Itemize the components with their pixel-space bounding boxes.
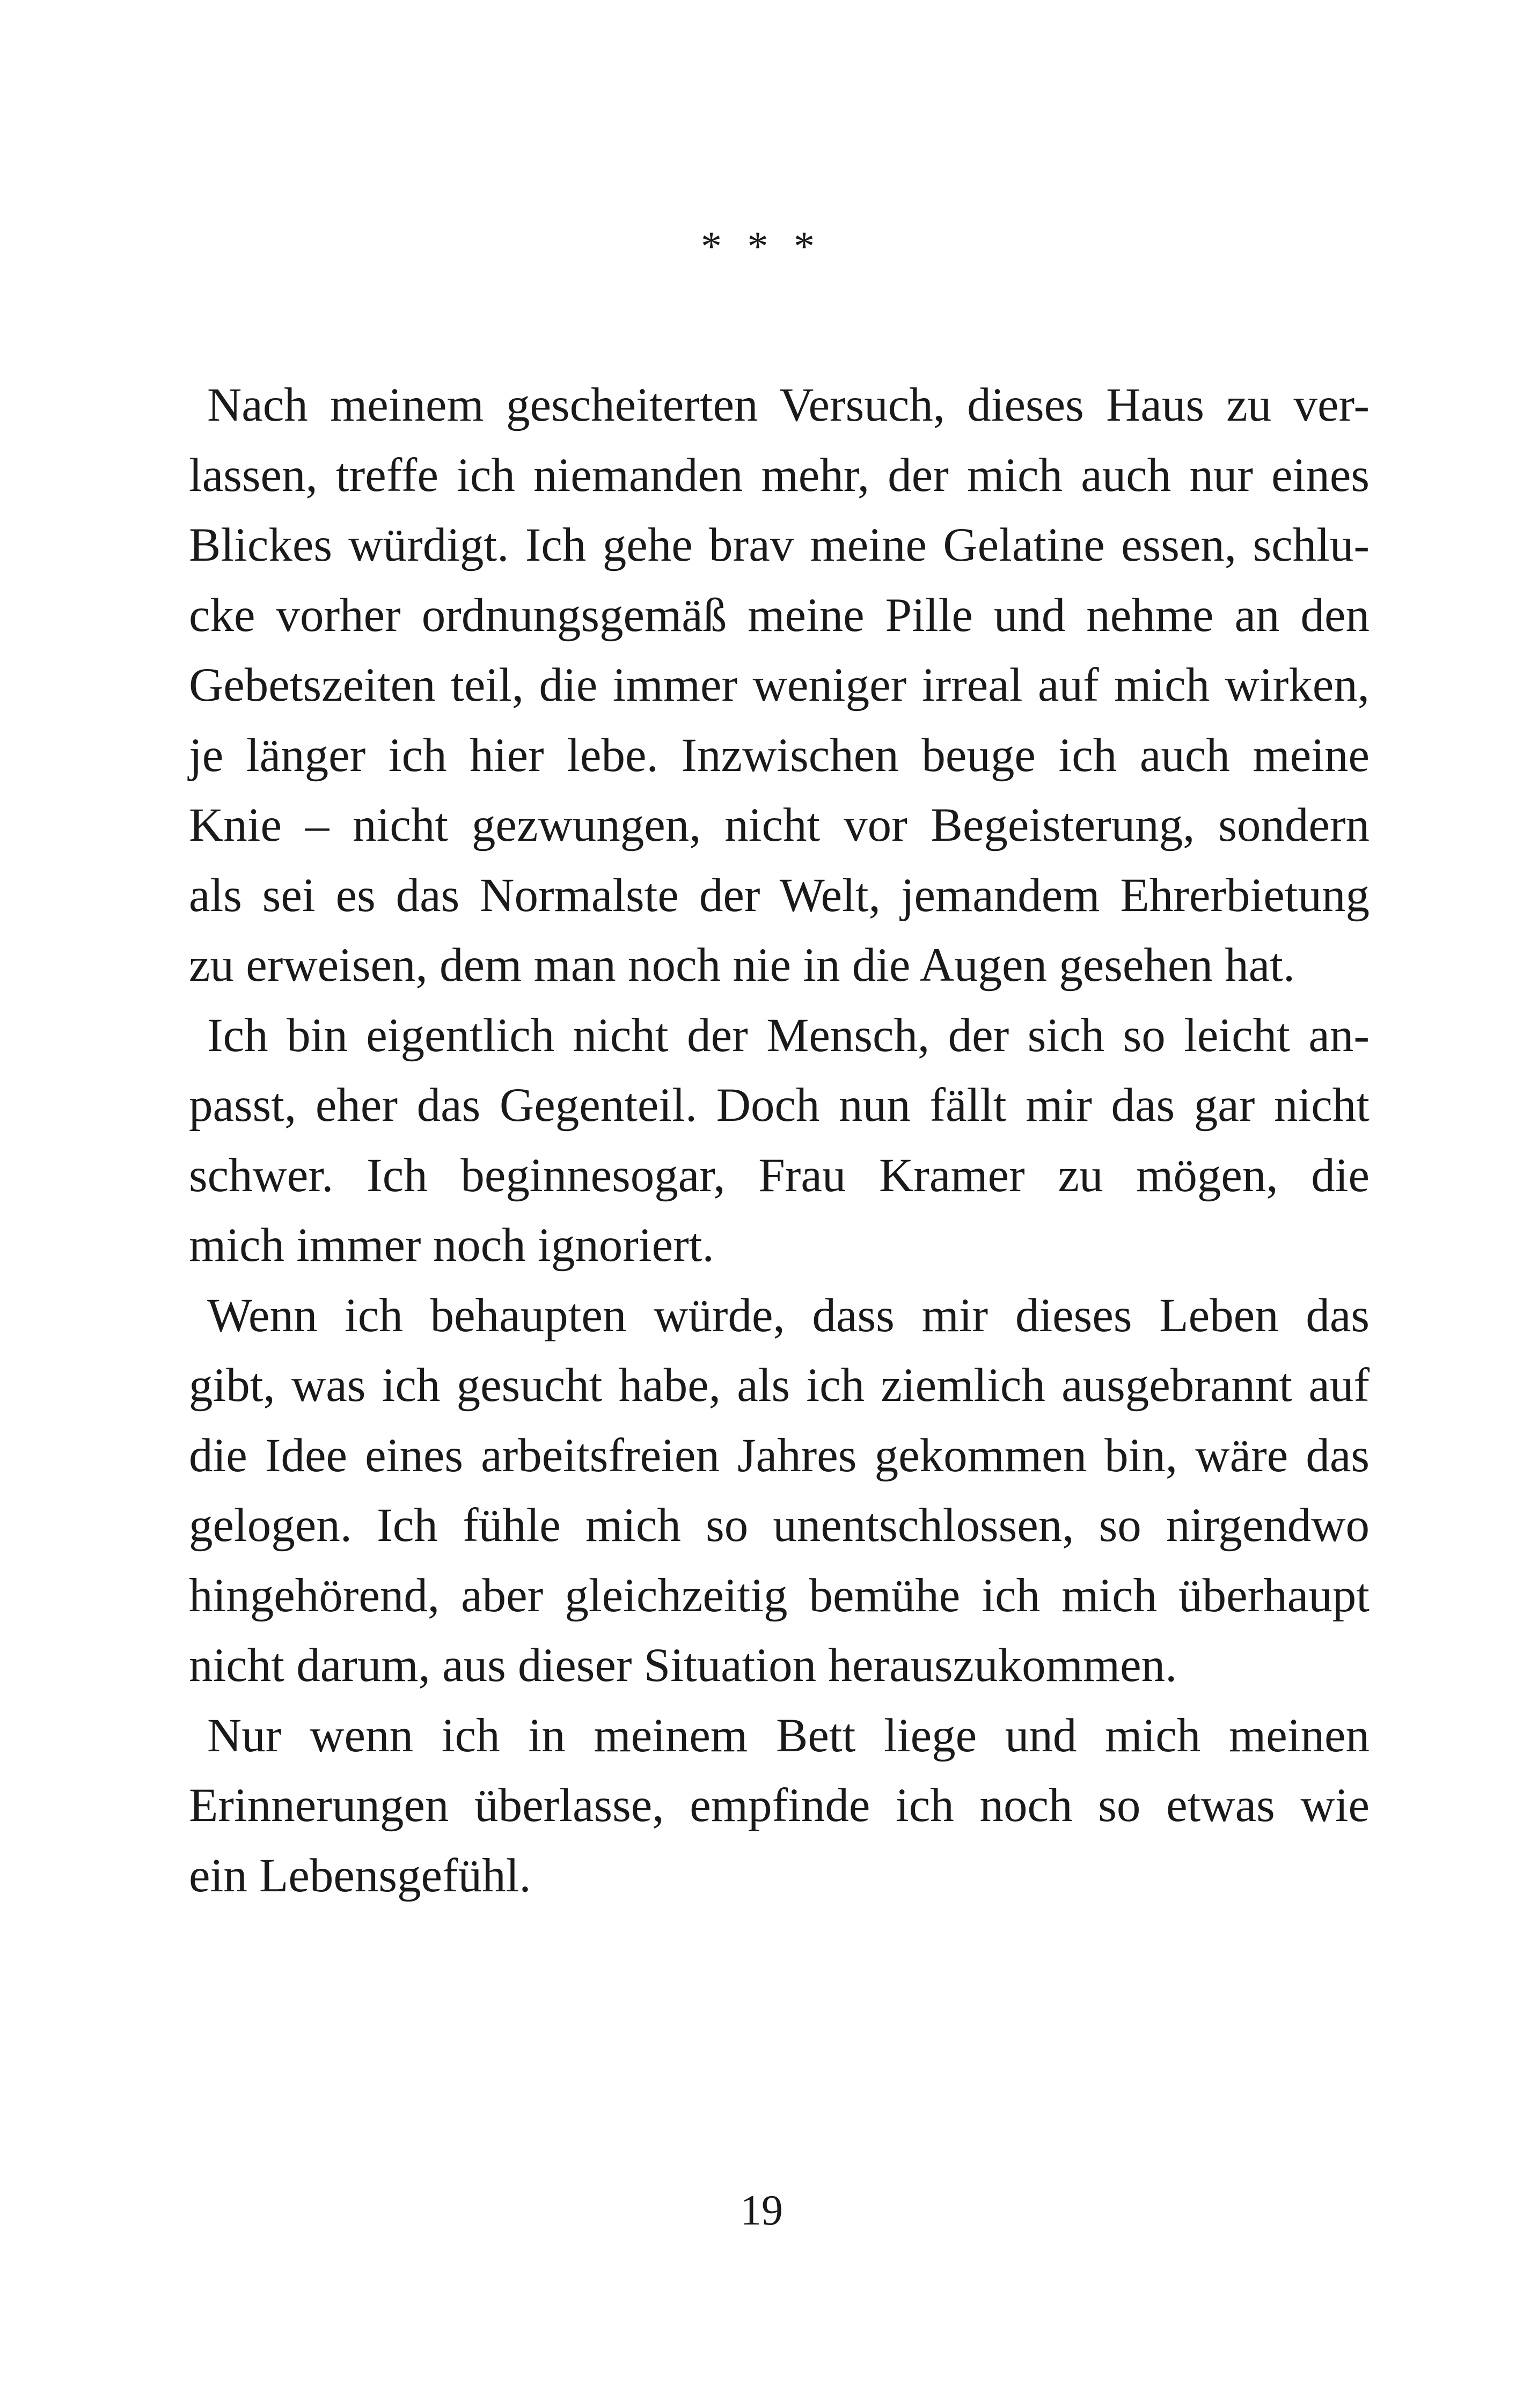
- body-text: [189, 370, 1370, 1911]
- text-line: nicht darum, aus dieser Situation herauszukommen.: [189, 1639, 1177, 1692]
- text-line: gelogen. Ich fühle mich so unentschlossen, so nirgendwo: [189, 1499, 1370, 1552]
- text-line: Ich bin eigentlich nicht der Mensch, der sich so leicht an-: [207, 1009, 1370, 1062]
- text-line: zu erweisen, dem man noch nie in die Augen gesehen hat.: [189, 939, 1295, 992]
- text-line: gibt, was ich gesucht habe, als ich ziemlich ausgebrannt auf: [189, 1359, 1370, 1412]
- paragraph: [189, 1281, 1370, 1701]
- text-line: Gebetszeiten teil, die immer weniger irreal auf mich wirken,: [189, 659, 1370, 711]
- text-line: je länger ich hier lebe. Inzwischen beuge ich auch meine: [189, 729, 1370, 782]
- text-line: lassen, treffe ich niemanden mehr, der mich auch nur eines: [189, 449, 1370, 502]
- page-number: 19: [740, 2187, 783, 2234]
- paragraph: [189, 1001, 1370, 1281]
- text-line: Nach meinem gescheiterten Versuch, dieses Haus zu ver-: [207, 379, 1370, 431]
- text-line: cke vorher ordnungsgemäß meine Pille und nehme an den: [189, 589, 1370, 642]
- text-line: passt, eher das Gegenteil. Doch nun fällt mir das gar nicht: [189, 1079, 1370, 1132]
- paragraph: [189, 370, 1370, 1001]
- text-line: hingehörend, aber gleichzeitig bemühe ich mich überhaupt: [189, 1569, 1370, 1622]
- text-line: Wenn ich behaupten würde, dass mir dieses Leben das: [207, 1289, 1370, 1342]
- text-line: Blickes würdigt. Ich gehe brav meine Gelatine essen, schlu-: [189, 519, 1370, 571]
- paragraph: [189, 1701, 1370, 1911]
- text-line: Knie – nicht gezwungen, nicht vor Begeisterung, sondern: [189, 799, 1370, 851]
- text-line: als sei es das Normalste der Welt, jemandem Ehrerbietung: [189, 869, 1370, 922]
- text-line: schwer. Ich beginnesogar, Frau Kramer zu mögen, die: [189, 1149, 1370, 1202]
- text-line: mich immer noch ignoriert.: [189, 1219, 714, 1272]
- section-separator: * * *: [701, 223, 822, 269]
- text-line: Nur wenn ich in meinem Bett liege und mich meinen: [207, 1709, 1370, 1762]
- text-line: die Idee eines arbeitsfreien Jahres gekommen bin, wäre das: [189, 1429, 1370, 1482]
- text-line: Erinnerungen überlasse, empfinde ich noch so etwas wie: [189, 1779, 1370, 1832]
- text-line: ein Lebensgefühl.: [189, 1849, 531, 1902]
